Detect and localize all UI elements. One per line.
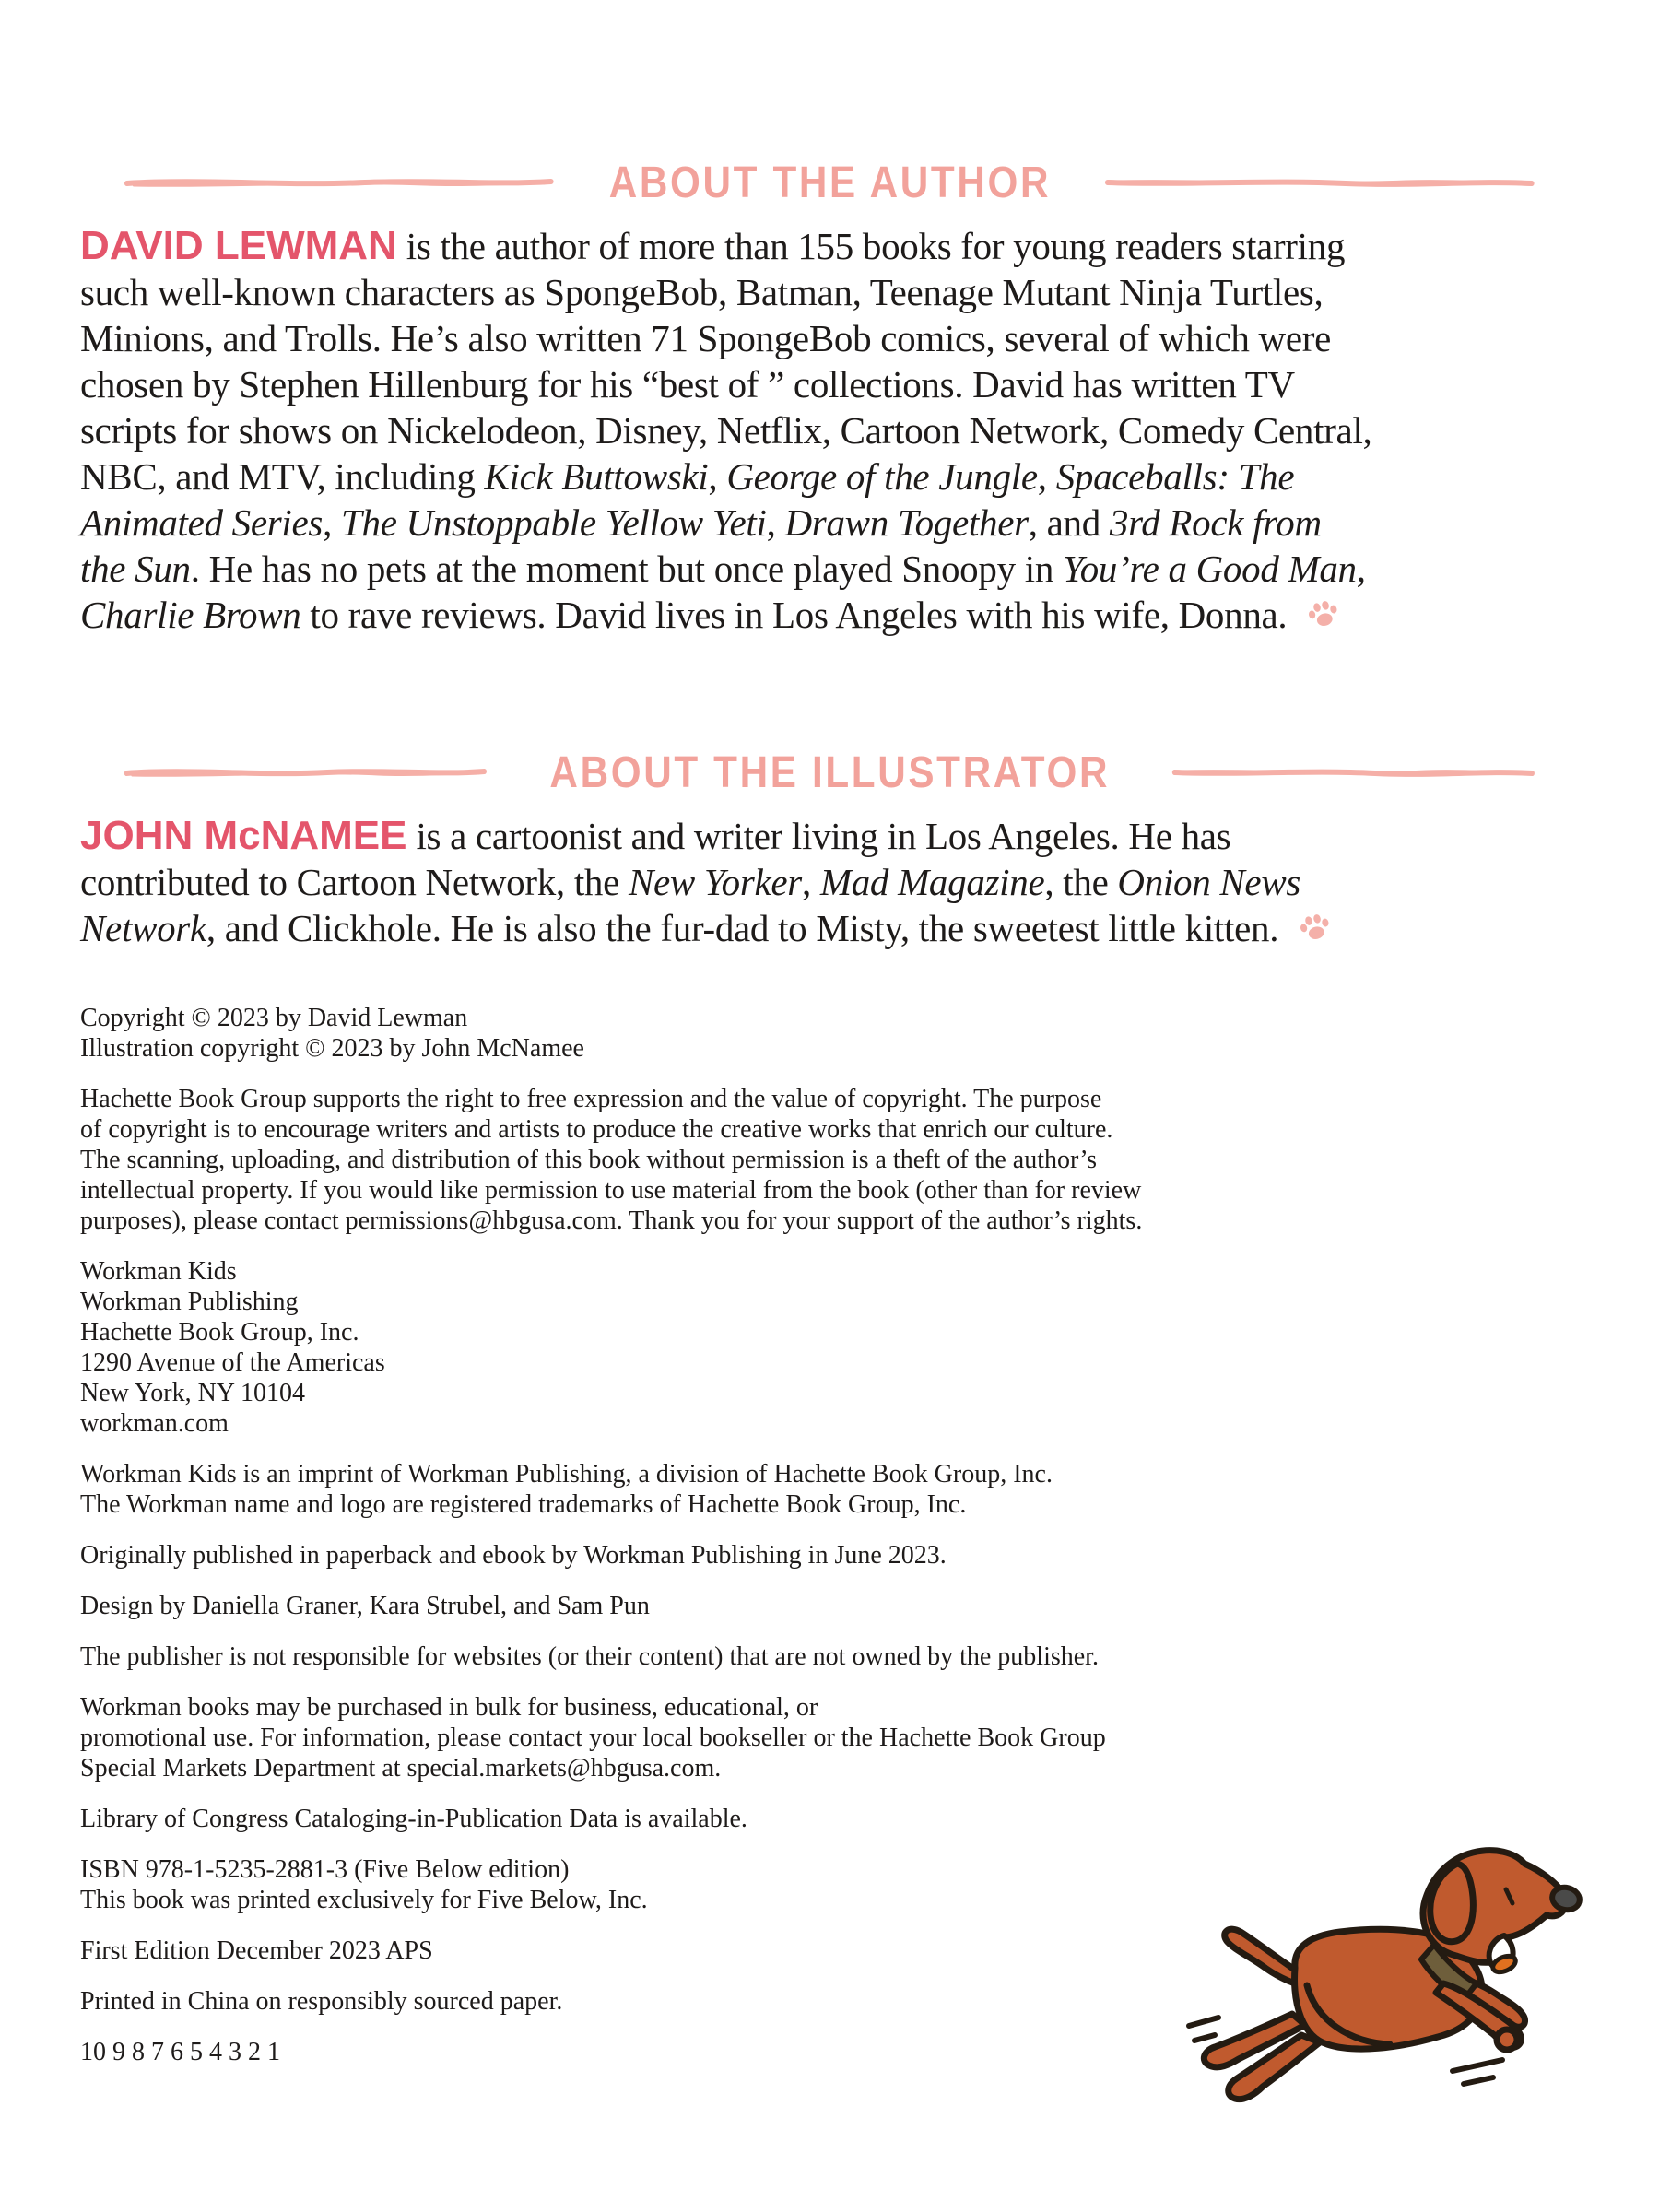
about-illustrator-paragraph: [80, 813, 1592, 951]
text-segment: 3rd Rock from: [1109, 501, 1322, 544]
text-segment: New Yorker: [628, 861, 802, 903]
decorative-brush-line-left: [124, 765, 488, 780]
text-segment: contributed to Cartoon Network, the: [80, 861, 629, 903]
copyright-paragraph: [80, 1540, 1629, 1571]
text-segment: Animated Series: [80, 501, 324, 544]
text-segment: Onion News: [1117, 861, 1301, 903]
text-line: Hachette Book Group, Inc.: [80, 1318, 359, 1347]
copyright-paragraph: [80, 1003, 1629, 1064]
person-name: DAVID LEWMAN: [80, 223, 397, 268]
text-segment: , and: [1028, 501, 1110, 544]
text-segment: ,: [1037, 455, 1056, 498]
text-line: [80, 500, 1592, 546]
text-line: The Workman name and logo are registered trademarks of Hachette Book Group, Inc.: [80, 1490, 967, 1519]
text-line: This book was printed exclusively for Five Below, Inc.: [80, 1886, 648, 1914]
text-line: Special Markets Department at special.markets@hbgusa.com.: [80, 1754, 722, 1783]
text-line: [80, 223, 1592, 269]
text-line: Design by Daniella Graner, Kara Strubel, and Sam Pun: [80, 1592, 650, 1620]
text-segment: ,: [766, 501, 785, 544]
text-segment: NBC, and MTV, including: [80, 455, 485, 498]
about-the-illustrator-heading: [124, 748, 1535, 796]
copyright-paragraph: [80, 1256, 1629, 1439]
paw-print-icon: [1299, 913, 1332, 943]
text-line: Hachette Book Group supports the right to free expression and the value of copyright. The purpose: [80, 1085, 1102, 1113]
text-line: [80, 546, 1592, 592]
text-line: Workman Publishing: [80, 1288, 299, 1316]
text-line: Illustration copyright © 2023 by John McNamee: [80, 1034, 584, 1063]
text-segment: . He has no pets at the moment but once played Snoopy in: [190, 547, 1063, 590]
section-title-illustrator: ABOUT THE ILLUSTRATOR: [549, 747, 1110, 797]
text-segment: Mad Magazine: [819, 861, 1045, 903]
text-segment: Minions, and Trolls. He’s also written 71 SpongeBob comics, several of which were: [80, 317, 1332, 359]
text-line: [80, 592, 1592, 638]
text-segment: Charlie Brown: [80, 594, 301, 636]
text-line: The scanning, uploading, and distribution of this book without permission is a theft of the author’s: [80, 1146, 1098, 1174]
text-line: intellectual property. If you would like permission to use material from the book (other than for review: [80, 1176, 1142, 1205]
decorative-brush-line-right: [1171, 765, 1535, 780]
text-line: Printed in China on responsibly sourced paper.: [80, 1987, 563, 2016]
copyright-paragraph: [80, 1591, 1629, 1621]
text-segment: Spaceballs: The: [1055, 455, 1295, 498]
text-line: purposes), please contact permissions@hbgusa.com. Thank you for your support of the author’s rights.: [80, 1206, 1143, 1235]
paw-print-icon: [1307, 600, 1340, 629]
text-segment: The Unstoppable Yellow Yeti: [341, 501, 767, 544]
text-line: Workman Kids: [80, 1257, 237, 1286]
text-segment: chosen by Stephen Hillenburg for his “best of ” collections. David has written TV: [80, 363, 1295, 406]
text-line: [80, 905, 1592, 951]
text-line: [80, 269, 1592, 315]
text-line: Originally published in paperback and ebook by Workman Publishing in June 2023.: [80, 1541, 947, 1570]
about-author-paragraph: [80, 223, 1592, 638]
text-line: New York, NY 10104: [80, 1379, 305, 1407]
text-line: Workman books may be purchased in bulk for business, educational, or: [80, 1693, 818, 1722]
text-segment: such well-known characters as SpongeBob, Batman, Teenage Mutant Ninja Turtles,: [80, 271, 1324, 313]
text-line: [80, 813, 1592, 859]
about-the-author-heading: [124, 159, 1535, 206]
text-segment: George of the Jungle: [726, 455, 1038, 498]
text-segment: , and Clickhole. He is also the fur-dad to Misty, the sweetest little kitten.: [206, 907, 1279, 949]
text-line: First Edition December 2023 APS: [80, 1936, 433, 1965]
text-line: Copyright © 2023 by David Lewman: [80, 1004, 468, 1032]
text-segment: Network: [80, 907, 206, 949]
text-line: [80, 453, 1592, 500]
copyright-paragraph: [80, 1641, 1629, 1672]
text-line: Library of Congress Cataloging-in-Publication Data is available.: [80, 1805, 747, 1833]
text-segment: You’re a Good Man,: [1062, 547, 1366, 590]
text-segment: the Sun: [80, 547, 191, 590]
decorative-brush-line-right: [1104, 175, 1535, 190]
text-line: of copyright is to encourage writers and artists to produce the creative works that enrich our culture.: [80, 1115, 1113, 1144]
running-dog-illustration: [1152, 1797, 1659, 2157]
copyright-paragraph: [80, 1459, 1629, 1520]
copyright-paragraph: [80, 1084, 1629, 1236]
text-line: [80, 407, 1592, 453]
text-segment: ,: [323, 501, 341, 544]
text-line: [80, 859, 1592, 905]
text-line: ISBN 978-1-5235-2881-3 (Five Below edition): [80, 1855, 570, 1884]
text-segment: ,: [801, 861, 820, 903]
text-segment: , the: [1044, 861, 1118, 903]
copyright-paragraph: [80, 1692, 1629, 1783]
section-title-author: ABOUT THE AUTHOR: [608, 158, 1051, 207]
text-line: workman.com: [80, 1409, 229, 1438]
text-segment: to rave reviews. David lives in Los Angeles with his wife, Donna.: [300, 594, 1288, 636]
text-line: [80, 315, 1592, 361]
text-segment: scripts for shows on Nickelodeon, Disney, Netflix, Cartoon Network, Comedy Central,: [80, 409, 1372, 452]
text-segment: Drawn Together: [784, 501, 1029, 544]
text-line: promotional use. For information, please contact your local bookseller or the Hachette Book Group: [80, 1724, 1106, 1752]
text-line: [80, 361, 1592, 407]
text-segment: is a cartoonist and writer living in Los Angeles. He has: [406, 815, 1231, 857]
text-line: 10 9 8 7 6 5 4 3 2 1: [80, 2038, 280, 2066]
decorative-brush-line-left: [124, 175, 555, 190]
text-segment: is the author of more than 155 books for young readers starring: [396, 225, 1346, 267]
text-line: The publisher is not responsible for websites (or their content) that are not owned by the publisher.: [80, 1642, 1099, 1671]
text-segment: Kick Buttowski: [484, 455, 709, 498]
text-segment: ,: [708, 455, 727, 498]
text-line: Workman Kids is an imprint of Workman Publishing, a division of Hachette Book Group, Inc.: [80, 1460, 1053, 1488]
person-name: JOHN McNAMEE: [80, 813, 407, 858]
text-line: 1290 Avenue of the Americas: [80, 1348, 385, 1377]
